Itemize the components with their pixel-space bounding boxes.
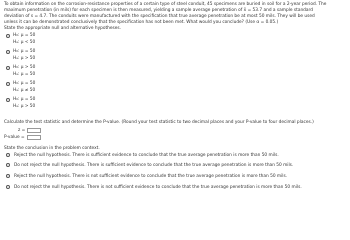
hypothesis-5-h0: H₀: μ = 50 bbox=[13, 97, 36, 102]
hypotheses-prompt: State the appropriate null and alternative hypotheses. bbox=[4, 26, 122, 31]
conclusion-radio-3[interactable] bbox=[6, 174, 10, 178]
conclusion-option-4: Do not reject the null hypothesis. There is not sufficient evidence to conclude that the true average penetration is more than 50 mils. bbox=[14, 184, 302, 190]
problem-line-3: deviation of s = 4.7. The conduits were manufactured with the specification that true average penetration be at most 50 mils. They will be used bbox=[4, 14, 315, 19]
conclusion-option-2: Do not reject the null hypothesis. There is sufficient evidence to conclude that the true average penetration is more than 50 mils. bbox=[14, 162, 294, 168]
p-value-input[interactable] bbox=[27, 135, 41, 140]
hypothesis-5-ha: Hₐ: μ > 50 bbox=[13, 104, 36, 109]
hypothesis-1-h0: H₀: μ = 50 bbox=[13, 33, 36, 38]
problem-line-4: unless it can be demonstrated conclusively that the specification has not been met. What would you conclude? (Use α = 0.05.) bbox=[4, 20, 279, 25]
conclusion-radio-4[interactable] bbox=[6, 185, 10, 189]
problem-line-1: To obtain information on the corrosion-resistance properties of a certain type of steel conduit, 45 specimens are buried in soil for a 2-year period. The bbox=[4, 2, 327, 7]
p-value-label: P-value = bbox=[4, 135, 25, 140]
hypothesis-1-ha: Hₐ: μ < 50 bbox=[13, 40, 36, 45]
hypothesis-4-h0: H₀: μ = 50 bbox=[13, 81, 36, 86]
hypothesis-radio-3[interactable] bbox=[6, 66, 10, 70]
z-label: z = bbox=[18, 128, 26, 133]
hypothesis-radio-4[interactable] bbox=[6, 82, 10, 86]
problem-line-2: maximum penetration (in mils) for each specimen is then measured, yielding a sample average penetration of x̄ = 53.7 and a sample standard bbox=[4, 8, 313, 13]
hypothesis-2-ha: Hₐ: μ > 50 bbox=[13, 56, 36, 61]
hypothesis-4-ha: Hₐ: μ ≠ 50 bbox=[13, 88, 36, 93]
conclusion-option-1: Reject the null hypothesis. There is sufficient evidence to conclude that the true average penetration is more than 50 mils. bbox=[14, 152, 279, 158]
z-input[interactable] bbox=[27, 128, 41, 133]
test-stat-prompt: Calculate the test statistic and determine the P-value. (Round your test statistic to two decimal places and your P-value to four decimal places.) bbox=[4, 120, 314, 125]
conclusion-radio-1[interactable] bbox=[6, 153, 10, 157]
conclusion-prompt: State the conclusion in the problem context. bbox=[4, 146, 100, 151]
hypothesis-radio-2[interactable] bbox=[6, 50, 10, 54]
hypothesis-2-h0: H₀: μ = 50 bbox=[13, 49, 36, 54]
hypothesis-radio-5[interactable] bbox=[6, 98, 10, 102]
hypothesis-radio-1[interactable] bbox=[6, 34, 10, 38]
hypothesis-3-ha: Hₐ: μ = 50 bbox=[13, 72, 36, 77]
hypothesis-3-h0: H₀: μ > 50 bbox=[13, 65, 36, 70]
conclusion-radio-2[interactable] bbox=[6, 163, 10, 167]
conclusion-option-3: Reject the null hypothesis. There is not sufficient evidence to conclude that the true average penetration is more than 50 mils. bbox=[14, 173, 288, 179]
